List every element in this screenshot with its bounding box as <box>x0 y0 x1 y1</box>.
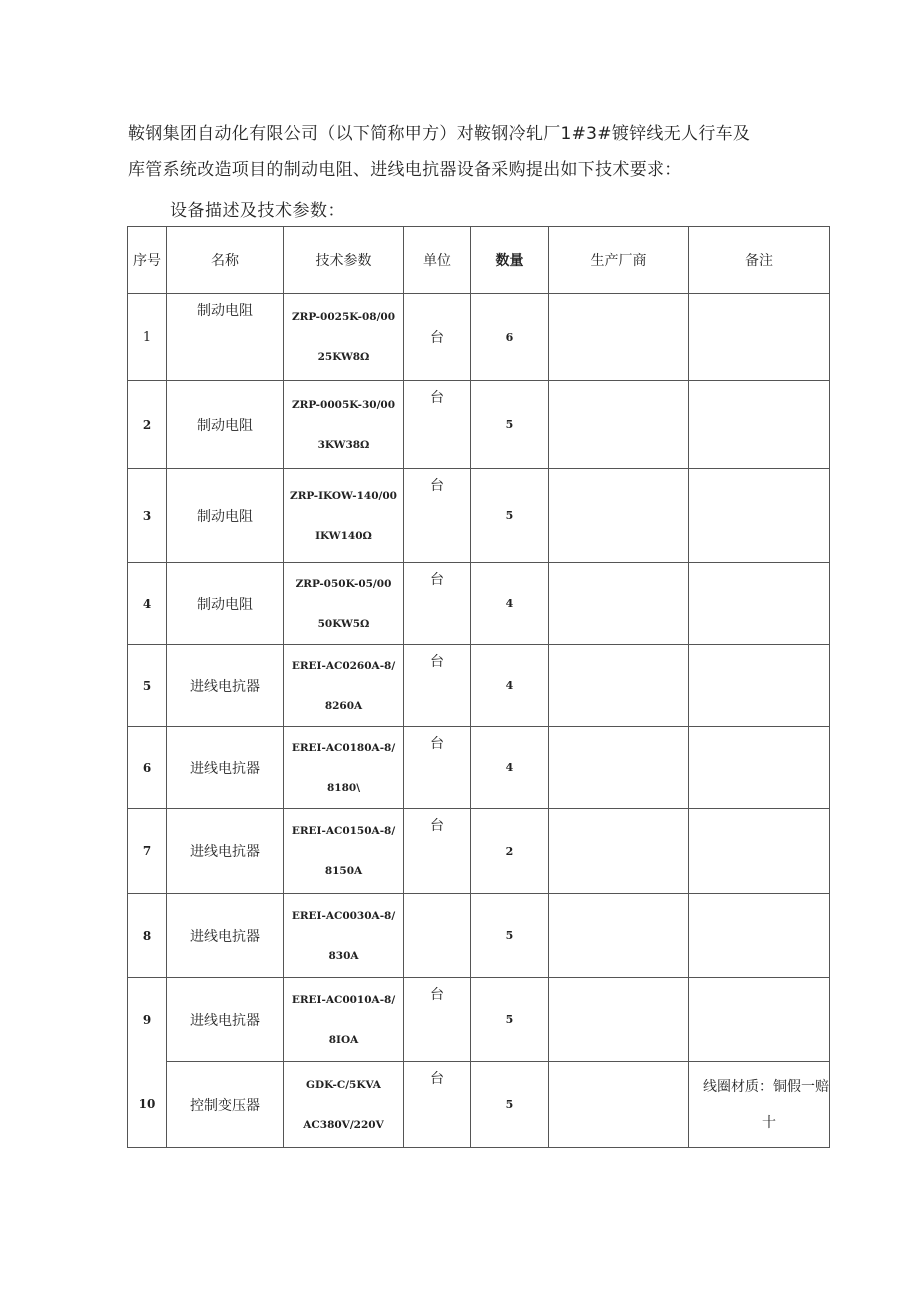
header-unit: 单位 <box>404 227 471 294</box>
row-unit: 台 <box>404 381 471 469</box>
table-row <box>128 1062 830 1148</box>
section-title: 设备描述及技术参数： <box>170 201 345 221</box>
row-qty: 4 <box>471 727 549 809</box>
spec-line-2: AC380V/220V <box>303 1118 384 1131</box>
row-qty: 5 <box>471 978 549 1062</box>
spec-line-1: EREI-AC0010A-8/ <box>291 993 396 1006</box>
table-row <box>128 645 830 727</box>
row-no: 4 <box>128 563 167 645</box>
row-maker <box>549 978 689 1062</box>
row-no: 9 <box>128 978 167 1062</box>
row-qty: 4 <box>471 563 549 645</box>
note-line-1: 线圈材质：铜假一赔 <box>703 1078 829 1095</box>
row-qty: 2 <box>471 809 549 894</box>
row-name: 进线电抗器 <box>167 727 284 809</box>
row-no: 2 <box>128 381 167 469</box>
header-no: 序号 <box>128 227 167 294</box>
row-qty: 5 <box>471 1062 549 1148</box>
row-maker <box>549 381 689 469</box>
equipment-table <box>127 226 830 1148</box>
row-qty: 5 <box>471 469 549 563</box>
spec-line-2: 8IOA <box>328 1033 359 1046</box>
row-no: 3 <box>128 469 167 563</box>
spec-line-2: 3KW38Ω <box>317 438 370 451</box>
spec-line-2: 8180\ <box>326 781 361 794</box>
row-spec <box>284 1062 404 1148</box>
row-unit: 台 <box>404 978 471 1062</box>
row-name: 制动电阻 <box>167 563 284 645</box>
row-note <box>689 469 830 563</box>
row-spec <box>284 469 404 563</box>
row-maker <box>549 1062 689 1148</box>
spec-line-2: 25KW8Ω <box>317 351 370 363</box>
row-unit: 台 <box>404 809 471 894</box>
row-unit <box>404 894 471 978</box>
table-header-row <box>128 227 830 294</box>
row-name: 制动电阻 <box>167 381 284 469</box>
row-note <box>689 894 830 978</box>
row-spec <box>284 727 404 809</box>
row-spec <box>284 563 404 645</box>
spec-line-1: ZRP-0025K-08/00 <box>291 311 396 323</box>
row-maker <box>549 894 689 978</box>
row-note <box>689 1062 830 1148</box>
row-unit: 台 <box>404 727 471 809</box>
row-name: 制动电阻 <box>167 469 284 563</box>
row-qty: 5 <box>471 894 549 978</box>
row-spec <box>284 645 404 727</box>
row-qty: 4 <box>471 645 549 727</box>
spec-line-1: ZRP-0005K-30/00 <box>291 398 396 411</box>
spec-line-1: GDK-C/5KVA <box>306 1078 381 1091</box>
spec-line-1: EREI-AC0150A-8/ <box>291 825 396 837</box>
row-maker <box>549 727 689 809</box>
row-note <box>689 645 830 727</box>
table-row <box>128 563 830 645</box>
spec-line-2: 50KW5Ω <box>317 617 370 630</box>
row-name: 控制变压器 <box>167 1062 284 1148</box>
row-note <box>689 978 830 1062</box>
table-row <box>128 978 830 1062</box>
row-spec <box>284 978 404 1062</box>
table-row <box>128 809 830 894</box>
row-spec <box>284 381 404 469</box>
row-maker <box>549 809 689 894</box>
table-row <box>128 469 830 563</box>
row-no: 1 <box>128 294 167 381</box>
row-unit: 台 <box>404 645 471 727</box>
row-qty: 5 <box>471 381 549 469</box>
row-qty: 6 <box>471 294 549 381</box>
row-note <box>689 381 830 469</box>
row-note <box>689 809 830 894</box>
table-row <box>128 727 830 809</box>
header-spec: 技术参数 <box>284 227 404 294</box>
header-maker: 生产厂商 <box>549 227 689 294</box>
row-note <box>689 563 830 645</box>
row-name: 进线电抗器 <box>167 645 284 727</box>
table-row <box>128 381 830 469</box>
header-name: 名称 <box>167 227 284 294</box>
row-no: 7 <box>128 809 167 894</box>
spec-line-1: EREI-AC0030A-8/ <box>291 909 396 922</box>
row-name: 进线电抗器 <box>167 894 284 978</box>
spec-line-1: ZRP-IKOW-140/00 <box>290 489 397 502</box>
spec-line-2: 830A <box>328 949 359 962</box>
spec-line-2: IKW140Ω <box>315 529 372 542</box>
row-spec <box>284 294 404 381</box>
row-unit: 台 <box>404 469 471 563</box>
spec-line-2: 8260A <box>324 699 363 712</box>
spec-line-1: ZRP-050K-05/00 <box>295 577 392 590</box>
row-no: 10 <box>128 1062 167 1148</box>
row-note <box>689 727 830 809</box>
intro-paragraph <box>128 116 818 188</box>
row-maker <box>549 294 689 381</box>
spec-line-2: 8150A <box>324 865 363 877</box>
row-unit: 台 <box>404 563 471 645</box>
spec-line-1: EREI-AC0260A-8/ <box>291 659 396 672</box>
row-no: 5 <box>128 645 167 727</box>
header-qty: 数量 <box>471 227 549 294</box>
row-no: 8 <box>128 894 167 978</box>
row-maker <box>549 469 689 563</box>
row-maker <box>549 645 689 727</box>
row-note <box>689 294 830 381</box>
header-note: 备注 <box>689 227 830 294</box>
row-unit: 台 <box>404 294 471 381</box>
row-name: 进线电抗器 <box>167 978 284 1062</box>
row-no: 6 <box>128 727 167 809</box>
table-row <box>128 294 830 381</box>
row-name: 制动电阻 <box>167 294 284 381</box>
row-unit: 台 <box>404 1062 471 1148</box>
table-row <box>128 894 830 978</box>
note-line-2: 十 <box>762 1114 776 1131</box>
intro-line-1: 鞍钢集团自动化有限公司（以下简称甲方）对鞍钢冷轧厂1#3#镀锌线无人行车及 <box>128 124 751 144</box>
row-spec <box>284 809 404 894</box>
row-name: 进线电抗器 <box>167 809 284 894</box>
spec-line-1: EREI-AC0180A-8/ <box>291 741 396 754</box>
row-maker <box>549 563 689 645</box>
row-spec <box>284 894 404 978</box>
intro-line-2: 库管系统改造项目的制动电阻、进线电抗器设备采购提出如下技术要求： <box>128 160 682 180</box>
